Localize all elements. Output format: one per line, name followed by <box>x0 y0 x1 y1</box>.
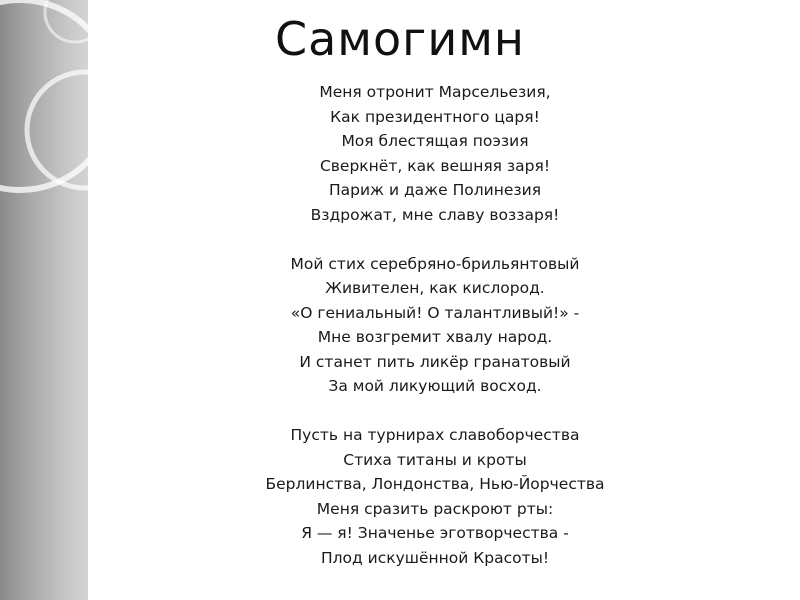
poem-line: Плод искушённой Красоты! <box>320 548 550 567</box>
poem-line: За мой ликующий восход. <box>328 377 542 395</box>
poem-line: Мне возгремит хвалу народ. <box>317 328 553 346</box>
poem-line: Меня сразить раскроют рты: <box>316 499 554 518</box>
slide-title: Самогимн <box>275 12 525 66</box>
poem-line: И станет пить ликёр гранатовый <box>299 352 571 371</box>
poem-line: Как президентного царя! <box>330 107 540 126</box>
stanza-2 <box>140 252 730 399</box>
poem-line: Моя блестящая поэзия <box>341 132 529 150</box>
poem-line: Сверкнёт, как вешняя заря! <box>319 156 551 175</box>
poem-line: Берлинства, Лондонства, Нью-Йорчества <box>265 475 605 493</box>
stanza-1 <box>140 80 730 227</box>
stanza-3 <box>140 423 730 570</box>
poem-line: Мой стих серебряно-брильянтовый <box>290 254 580 273</box>
poem-line: Живителен, как кислород. <box>325 279 545 297</box>
poem-line: Стиха титаны и кроты <box>343 450 527 469</box>
poem-line: Париж и даже Полинезия <box>328 181 542 199</box>
left-decorative-band <box>0 0 88 600</box>
poem-line: Меня отронит Марсельезия, <box>319 83 551 101</box>
poem-line: Я — я! Значенье эготворчества - <box>301 524 569 542</box>
poem-body <box>140 80 730 570</box>
poem-line: «О гениальный! О талантливый!» - <box>290 303 580 322</box>
poem-line: Пусть на турнирах славоборчества <box>290 426 580 444</box>
poem-line: Вздрожат, мне славу воззаря! <box>310 205 560 224</box>
